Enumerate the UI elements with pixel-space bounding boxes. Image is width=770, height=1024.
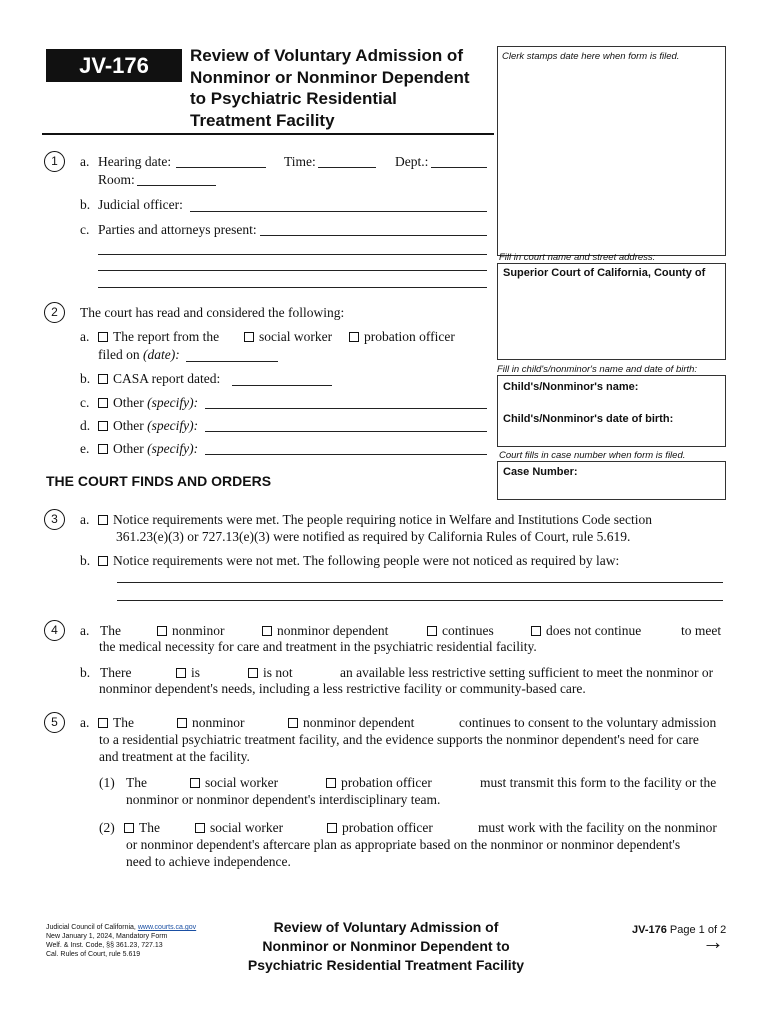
judicial-officer-field[interactable] [190,211,487,212]
footer-line: Welf. & Inst. Code, §§ 361.23, 727.13 [46,942,163,949]
child-info-box[interactable] [497,375,726,447]
room-label: Room: [98,172,135,187]
social-worker-checkbox[interactable] [244,332,254,342]
other-option-e [98,440,198,457]
not-noticed-field-line[interactable] [117,600,723,601]
is-label: is [191,665,201,680]
sub2-line2: or nonminor dependent's aftercare plan as appropriate based on the nonminor or nonminor dependent's [126,837,681,852]
item2-e-label: e. [80,441,90,456]
item5-nonminor-label: nonminor [192,715,245,730]
child-name-label: Child's/Nonminor's name: [503,381,639,393]
clerk-stamp-box [497,46,726,256]
sub2-probation-officer-checkbox[interactable] [327,823,337,833]
sub2-social-worker-checkbox[interactable] [195,823,205,833]
footer-line [46,923,196,932]
case-caption: Court fills in case number when form is filed. [499,450,686,461]
court-label: Superior Court of California, County of [503,267,706,279]
child-caption: Fill in child's/nonminor's name and date of birth: [497,364,698,375]
item5-line2: to a residential psychiatric treatment facility, and the evidence supports the nonminor dependent's need for care [99,732,699,747]
case-number-label: Case Number: [503,466,578,478]
footer-title [216,918,556,975]
form-title-line: Nonminor or Nonminor Dependent [190,67,470,87]
form-number: JV-176 [79,53,149,78]
footer-line: New January 1, 2024, Mandatory Form [46,933,168,940]
other-d-field[interactable] [205,431,487,432]
footer-title-line: Review of Voluntary Admission of [273,919,499,935]
parties-field-line[interactable] [98,270,487,271]
footer-council: Judicial Council of California, [46,924,138,931]
other-c-checkbox[interactable] [98,398,108,408]
footer-title-line: Psychiatric Residential Treatment Facility [247,957,525,973]
form-title-line: Review of Voluntary Admission of [190,46,463,65]
probation-officer-checkbox[interactable] [349,332,359,342]
item4-b-label: b. [80,665,91,680]
filed-on-text: filed on [98,347,143,362]
item4-b-rest: an available less restrictive setting sufficient to meet the nonminor or [340,665,714,680]
form-title-line: Treatment Facility [190,110,335,130]
item5-continues-consent: continues to consent to the voluntary admission [459,715,717,730]
item2-b-label: b. [80,371,91,386]
case-number-box[interactable] [497,461,726,500]
to-meet-text: to meet [681,623,722,638]
does-not-continue-checkbox[interactable] [531,626,541,636]
parties-field-line[interactable] [98,254,487,255]
item5-nonminor-option [177,714,245,731]
court-name-box[interactable] [497,263,726,360]
is-option [176,664,200,681]
social-worker-option [244,328,332,345]
next-page-arrow-icon[interactable]: → [702,929,724,954]
room-field[interactable] [137,185,216,186]
item5-the-label: The [113,715,134,730]
item5-nonminor-checkbox[interactable] [177,718,187,728]
item5-the-option [98,714,134,731]
casa-label: CASA report dated: [113,371,221,386]
nonminor-checkbox[interactable] [157,626,167,636]
is-not-option [248,664,293,681]
other-option-d [98,417,198,434]
nonminor-dependent-checkbox[interactable] [262,626,272,636]
other-e-field[interactable] [205,454,487,455]
sub1-line2: nonminor or nonminor dependent's interdisciplinary team. [126,792,441,807]
item5-the-checkbox[interactable] [98,718,108,728]
continues-label: continues [442,623,494,638]
item5-line3: and treatment at the facility. [99,749,250,764]
probation-officer-label: probation officer [364,329,455,344]
is-not-checkbox[interactable] [248,668,258,678]
notice-not-met-option [98,552,619,569]
not-noticed-field-line[interactable] [117,582,723,583]
nonminor-dependent-label: nonminor dependent [277,623,389,638]
is-not-label: is not [263,665,293,680]
item4-a-line2: the medical necessity for care and treatment in the psychiatric residential facility. [99,639,537,654]
hearing-date-field[interactable] [176,167,266,168]
item4-there: There [100,665,132,680]
sub2-the-checkbox[interactable] [124,823,134,833]
item2-c-label: c. [80,395,90,410]
item-number-2: 2 [44,302,65,323]
specify-label: (specify): [147,395,199,410]
dept-field[interactable] [431,167,487,168]
child-dob-label: Child's/Nonminor's date of birth: [503,413,674,425]
hearing-date-label: Hearing date: [98,154,172,169]
footer-form-number: JV-176 [632,924,667,936]
dept-label: Dept.: [395,154,429,169]
notice-met-option [98,511,652,528]
date-word: (date): [143,347,180,362]
does-not-continue-label: does not continue [546,623,642,638]
casa-checkbox[interactable] [98,374,108,384]
header-rule [42,133,494,135]
specify-label: (specify): [147,418,199,433]
sub1-social-worker-option [190,774,278,791]
other-label: Other [113,441,148,456]
clerk-stamp-caption: Clerk stamps date here when form is filed. [502,51,680,62]
other-d-checkbox[interactable] [98,421,108,431]
sub1-probation-officer-checkbox[interactable] [326,778,336,788]
page-indicator: Page 1 of 2 [666,924,727,936]
social-worker-label: social worker [259,329,333,344]
item2-a-label: a. [80,329,90,344]
continues-option [427,622,494,639]
form-title-line: to Psychiatric Residential [190,89,397,108]
continues-checkbox[interactable] [427,626,437,636]
item1-b-label: b. [80,197,91,212]
sub1-probation-officer-label: probation officer [341,775,432,790]
sub2-social-worker-option [195,819,283,836]
sub2-probation-officer-option [327,819,433,836]
casa-option [98,370,220,387]
courts-website-link[interactable]: www.courts.ca.gov [137,924,197,931]
time-field[interactable] [318,167,376,168]
report-from-label: The report from the [113,329,220,344]
sub2-the-label: The [139,820,160,835]
item-number-4: 4 [44,620,65,641]
notice-met-text-line2: 361.23(e)(3) or 727.13(e)(3) were notified as required by California Rules of Court, rule 5.619. [116,529,631,544]
sub1-social-worker-checkbox[interactable] [190,778,200,788]
sub2-the-option [124,819,160,836]
filed-on-date-field[interactable] [186,361,278,362]
notice-not-met-checkbox[interactable] [98,556,108,566]
sub1-label: (1) [99,775,115,790]
other-option-c [98,394,198,411]
notice-met-checkbox[interactable] [98,515,108,525]
item4-the: The [100,623,121,638]
item-number-3: 3 [44,509,65,530]
parties-field[interactable] [260,235,487,236]
item1-c-label: c. [80,222,90,237]
item-number-1: 1 [44,151,65,172]
filed-on-label [98,346,180,363]
item5-a-label: a. [80,715,90,730]
parties-field-line[interactable] [98,287,487,288]
report-checkbox[interactable] [98,332,108,342]
item3-b-label: b. [80,553,91,568]
judicial-officer-label: Judicial officer: [98,197,183,212]
sub1-social-worker-label: social worker [205,775,279,790]
form-number-badge [46,49,182,82]
section-heading: THE COURT FINDS AND ORDERS [46,473,272,489]
nonminor-label: nonminor [172,623,225,638]
sub2-label: (2) [99,820,115,835]
item2-intro: The court has read and considered the following: [80,305,345,320]
item4-b-line2: nonminor dependent's needs, including a less restrictive facility or community-based care. [99,681,586,696]
footer-info [46,923,196,959]
specify-label: (specify): [147,441,199,456]
does-not-continue-option [531,622,641,639]
is-checkbox[interactable] [176,668,186,678]
form-title [190,45,470,131]
sub1-rest: must transmit this form to the facility or the [480,775,717,790]
footer-line: Cal. Rules of Court, rule 5.619 [46,951,141,958]
other-c-field[interactable] [205,408,487,409]
other-label: Other [113,418,148,433]
footer-title-line: Nonminor or Nonminor Dependent to [262,938,510,954]
parties-label: Parties and attorneys present: [98,222,257,237]
sub2-probation-officer-label: probation officer [342,820,433,835]
item1-a-label: a. [80,154,90,169]
sub2-rest: must work with the facility on the nonminor [478,820,717,835]
sub1-probation-officer-option [326,774,432,791]
court-caption: Fill in court name and street address: [499,252,656,263]
report-from-option [98,328,219,345]
probation-officer-option [349,328,455,345]
other-e-checkbox[interactable] [98,444,108,454]
item5-nonminor-dependent-checkbox[interactable] [288,718,298,728]
item2-d-label: d. [80,418,91,433]
nonminor-option [157,622,225,639]
nonminor-dependent-option [262,622,388,639]
item3-a-label: a. [80,512,90,527]
item5-nonminor-dependent-option [288,714,414,731]
casa-date-field[interactable] [232,385,332,386]
time-label: Time: [284,154,316,169]
sub2-line3: need to achieve independence. [126,854,291,869]
sub1-the: The [126,775,147,790]
sub2-social-worker-label: social worker [210,820,284,835]
notice-not-met-text: Notice requirements were not met. The following people were not noticed as required by law: [113,553,620,568]
item5-nonminor-dependent-label: nonminor dependent [303,715,415,730]
notice-met-text: Notice requirements were met. The people requiring notice in Welfare and Institutions Code section [113,512,652,527]
item4-a-label: a. [80,623,90,638]
other-label: Other [113,395,148,410]
item-number-5: 5 [44,712,65,733]
